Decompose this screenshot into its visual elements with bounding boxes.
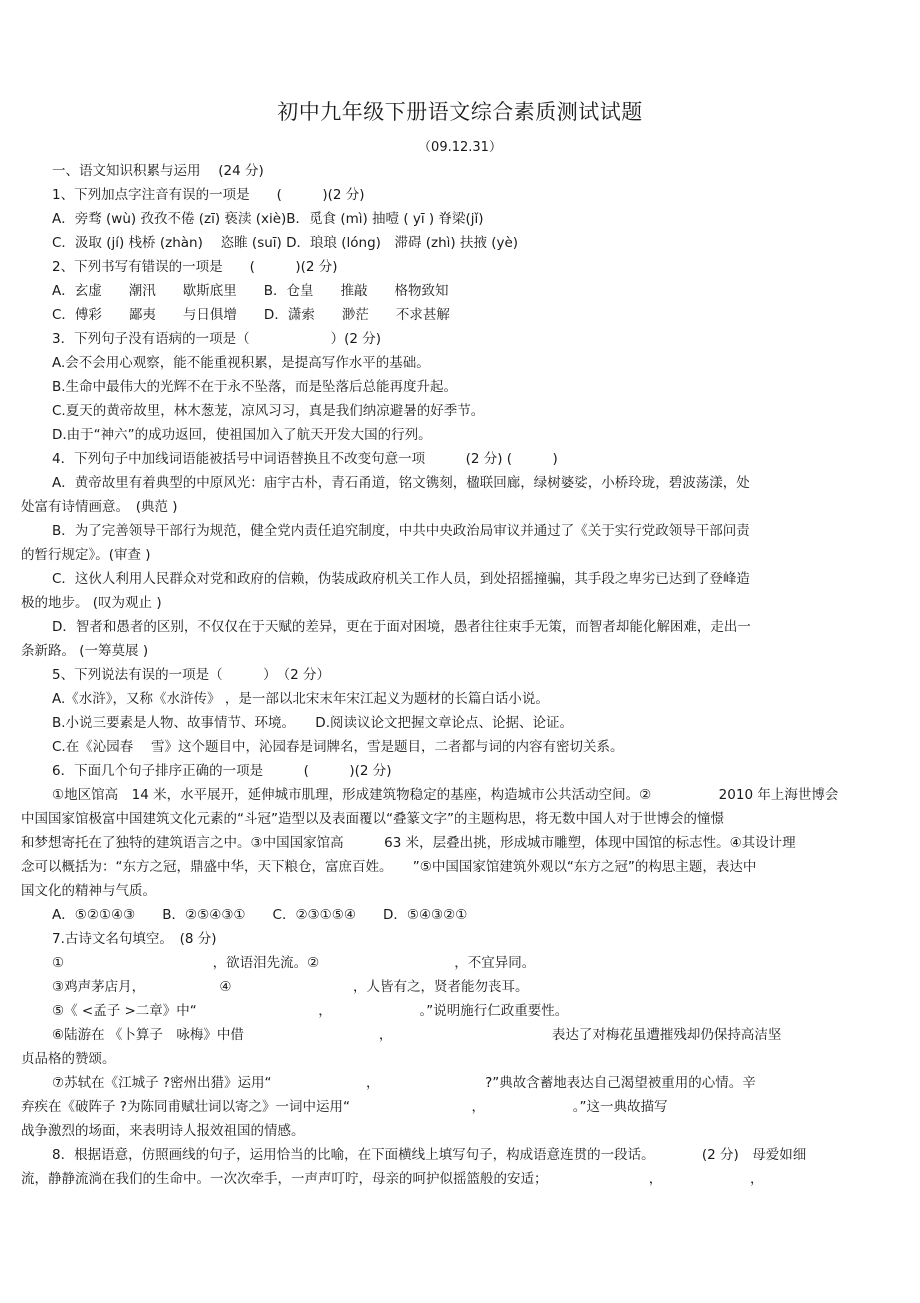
text-line: D.由于“神六”的成功返回，使祖国加入了航天开发大国的行列。 <box>52 427 432 443</box>
text-line: 国文化的精神与气质。 <box>21 883 156 899</box>
text-line: 1、下列加点字注音有误的一项是 ( )(2 分) <box>52 187 365 203</box>
text-line: A．黄帝故里有着典型的中原风光：庙宇古朴，青石甬道，铭文镌刻，楹联回廊，绿树婆娑，小桥玲珑，碧波荡漾，处 <box>52 475 750 491</box>
text-line: C．傅彩 鄙夷 与日俱增 D．潇索 渺茫 不求甚解 <box>52 307 450 323</box>
text-line: ⑤《 <孟子 >二章》中“ ， 。”说明施行仁政重要性。 <box>52 1003 569 1019</box>
text-line: 处富有诗情画意。 (典范 ) <box>21 499 178 515</box>
text-line: ⑦苏轼在《江城子 ?密州出猎》运用“ ， ?”典故含蓄地表达自己渴望被重用的心情。辛 <box>52 1075 756 1091</box>
page-title: 初中九年级下册语文综合素质测试试题 <box>277 100 643 124</box>
text-line: A．玄虚 潮汛 歇斯底里 B．仓皇 推敲 格物致知 <box>52 283 449 299</box>
text-line: B．为了完善领导干部行为规范，健全党内责任追究制度，中共中央政治局审议并通过了《关于实行党政领导干部问责 <box>52 523 750 539</box>
text-line: 贞品格的赞颂。 <box>21 1051 116 1067</box>
text-line: ①地区馆高 14 米，水平展开，延伸城市肌理，形成建筑物稳定的基座，构造城市公共活动空间。② 2010 年上海世博会 <box>52 787 839 803</box>
text-line: B.小说三要素是人物、故事情节、环境。 D.阅读议论文把握文章论点、论据、论证。 <box>52 715 573 731</box>
text-line: C．这伙人利用人民群众对党和政府的信赖，伪装成政府机关工作人员，到处招摇撞骗，其手段之卑劣已达到了登峰造 <box>52 571 750 587</box>
text-line: D．智者和愚者的区别，不仅仅在于天赋的差异，更在于面对困境，愚者往往束手无策，而智者却能化解困难，走出一 <box>52 619 751 635</box>
text-line: 条新路。 (一筹莫展 ) <box>21 643 149 659</box>
text-line: 战争激烈的场面，来表明诗人报效祖国的情感。 <box>21 1123 305 1139</box>
text-line: 流，静静流淌在我们的生命中。一次次牵手，一声声叮咛，母亲的呵护似摇篮般的安适； ， ， <box>21 1171 764 1187</box>
text-line: A．⑤②①④③ B．②⑤④③① C．②③①⑤④ D．⑤④③②① <box>52 907 468 923</box>
text-line: 念可以概括为：“东方之冠，鼎盛中华，天下粮仓，富庶百姓。 ”⑤中国国家馆建筑外观以“东方之冠”的构思主题，表达中 <box>21 859 757 875</box>
text-line: 极的地步。 (叹为观止 ) <box>21 595 162 611</box>
text-line: 弃疾在《破阵子 ?为陈同甫赋壮词以寄之》一词中运用“ ， 。”这一典故描写 <box>21 1099 668 1115</box>
text-line: ① ，欲语泪先流。② ，不宜异同。 <box>52 955 536 971</box>
text-line: ③鸡声茅店月， ④ ，人皆有之，贤者能勿丧耳。 <box>52 979 529 995</box>
text-line: 一、语文知识积累与运用 (24 分) <box>52 163 264 179</box>
text-line: 中国国家馆极富中国建筑文化元素的“斗冠”造型以及表面覆以“叠篆文字”的主题构思，将无数中国人对于世博会的憧憬 <box>21 811 724 827</box>
text-line: 2、下列书写有错误的一项是 ( )(2 分) <box>52 259 338 275</box>
text-line: 8．根据语意，仿照画线的句子，运用恰当的比喻，在下面横线上填写句子，构成语意连贯的一段话。 (2 分) 母爱如细 <box>52 1147 807 1163</box>
text-line: A.会不会用心观察，能不能重视积累，是提高写作水平的基础。 <box>52 355 430 371</box>
text-line: C.在《沁园春 雪》这个题目中，沁园春是词牌名，雪是题目，二者都与词的内容有密切关系。 <box>52 739 624 755</box>
text-line: C.夏天的黄帝故里，林木葱茏，凉风习习，真是我们纳凉避暑的好季节。 <box>52 403 485 419</box>
text-line: 4．下列句子中加线词语能被括号中词语替换且不改变句意一项 (2 分) ( ) <box>52 451 558 467</box>
text-line: ⑥陆游在 《卜算子 咏梅》中借 ， 表达了对梅花虽遭摧残却仍保持高洁坚 <box>52 1027 782 1043</box>
text-line: 的暂行规定》。(审查 ) <box>21 547 151 563</box>
text-line: A．旁骛 (wù) 孜孜不倦 (zī) 亵渎 (xiè)B．觅食 (mì) 抽噎 ( yī ) 脊梁(jǐ) <box>52 211 484 227</box>
text-line: 和梦想寄托在了独特的建筑语言之中。③中国国家馆高 63 米，层叠出挑，形成城市雕塑，体现中国馆的标志性。④其设计理 <box>21 835 796 851</box>
text-line: 3．下列句子没有语病的一项是（ ）(2 分) <box>52 331 382 347</box>
text-line: C．汲取 (jí) 栈桥 (zhàn) 恣睢 (suī) D．琅琅 (lóng) 滞碍 (zhì) 扶掖 (yè) <box>52 235 519 251</box>
text-line: 5、下列说法有误的一项是（ ） （2 分） <box>52 667 330 683</box>
text-line: B.生命中最伟大的光辉不在于永不坠落，而是坠落后总能再度升起。 <box>52 379 458 395</box>
text-line: 7.古诗文名句填空。 (8 分) <box>52 931 217 947</box>
exam-date: （09.12.31） <box>418 140 502 155</box>
text-line: A.《水浒》，又称《水浒传》 ，是一部以北宋末年宋江起义为题材的长篇白话小说。 <box>52 691 549 707</box>
text-line: 6．下面几个句子排序正确的一项是 ( )(2 分) <box>52 763 392 779</box>
